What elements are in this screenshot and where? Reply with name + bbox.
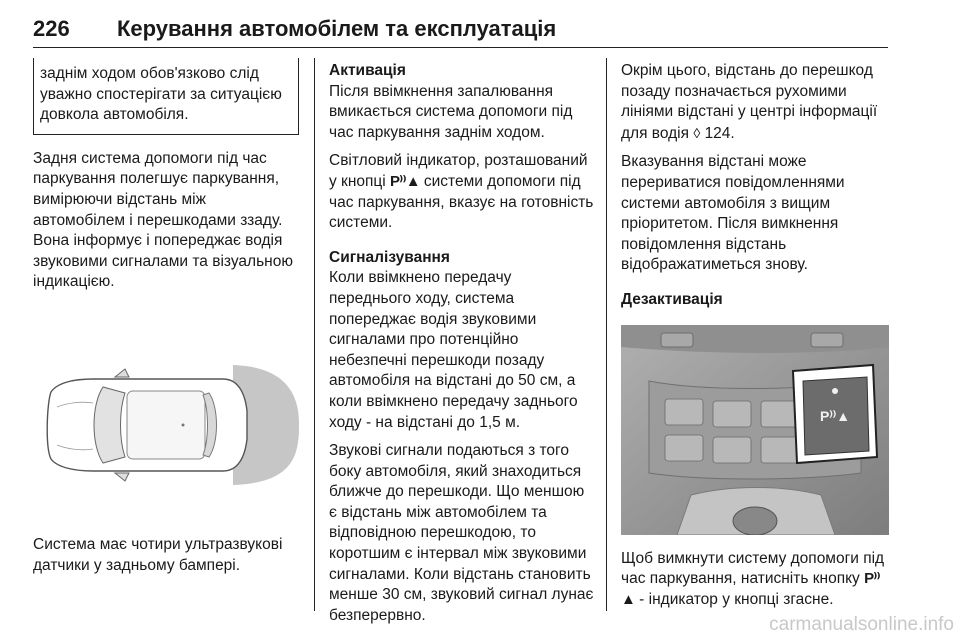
- right-mirror: [115, 473, 129, 481]
- heading-signaling: Сигналізування: [329, 248, 450, 266]
- interruption-paragraph: Вказування відстані може перериватися повідомленнями системи автомобіля з вищим пріоритетом. Після вимкнення повідомлення відстань відображатиметься знову.: [621, 153, 845, 274]
- distance-lines-text: Окрім цього, відстань до перешкод позаду позначається рухомими лініями відстані у центрі інформації для водія: [621, 62, 878, 142]
- park-assist-symbol-icon: P⁾⁾▲: [820, 407, 851, 424]
- column-divider-2: [606, 58, 607, 611]
- park-assist-button-icon-2: P⁾⁾▲: [621, 570, 880, 608]
- chapter-title: Керування автомобілем та експлуатація: [117, 16, 557, 41]
- page-header: [33, 10, 888, 48]
- center-console-illustration: [621, 325, 889, 535]
- distance-lines-paragraph: [621, 61, 889, 144]
- indicator-text-a: Світловий індикатор, розташований у кнопці: [329, 152, 588, 190]
- left-mirror: [115, 369, 129, 377]
- gear-shift-knob: [733, 507, 777, 535]
- indicator-paragraph: [329, 151, 595, 233]
- console-svg: [621, 325, 889, 535]
- caution-note-text: заднім ходом обов'язково слід уважно спостерігати за ситуацією довкола автомобіля.: [40, 65, 282, 124]
- column-1: [33, 58, 299, 576]
- car-top-view-svg: [33, 307, 299, 521]
- page-reference-number: 124.: [704, 124, 735, 142]
- page-reference-icon: ◊: [693, 124, 701, 141]
- signaling-paragraph-1: Коли ввімкнено передачу переднього ходу, система попереджає водія звуковими сигналами про потенційно небезпечні перешкоди позаду автомобіля на відстані до 50 см, а коли ввімкнено передачу заднього ходу - на відстані до 1,5 м.: [329, 269, 578, 431]
- park-assist-button-icon: P⁾⁾▲: [390, 172, 420, 190]
- sensors-paragraph: Система має чотири ультразвукові датчики у задньому бампері.: [33, 535, 283, 574]
- deactivation-text-b: - індикатор у кнопці згасне.: [639, 590, 834, 608]
- heading-deactivation: Дезактивація: [621, 290, 723, 308]
- heading-activation: Активація: [329, 62, 406, 79]
- caution-note-box: [33, 58, 299, 135]
- header-rule: [33, 47, 888, 48]
- page-number: 226: [33, 16, 70, 41]
- deactivation-paragraph: [621, 549, 889, 611]
- activation-paragraph: Після ввімкнення запалювання вмикається система допомоги під час паркування заднім ходом.: [329, 82, 573, 141]
- deactivation-text-a: Щоб вимкнути систему допомоги під час паркування, натисніть кнопку: [621, 549, 885, 588]
- column-divider-1: [314, 58, 315, 611]
- right-heater-button: [811, 333, 843, 347]
- intro-paragraph: Задня система допомоги під час паркування полегшує паркування, вимірюючи відстань між автомобілем і перешкодами ззаду. Вона інформує і попереджає водія звуковими сигналами та візуальною індикацією.: [33, 149, 293, 291]
- indicator-text-b: системи допомоги під час паркування, вказує на готовність системи.: [329, 172, 594, 232]
- watermark-text: carmanualsonline.info: [769, 614, 954, 635]
- windshield: [94, 387, 125, 463]
- column-2: [329, 61, 595, 626]
- column-3: [621, 61, 889, 610]
- roof-antenna: [182, 423, 185, 426]
- park-assist-indicator-light: [832, 388, 838, 394]
- car-roof: [127, 391, 205, 459]
- signaling-paragraph-2: Звукові сигнали подаються з того боку автомобіля, який знаходиться ближче до перешкоди. Що меншою є відстань між автомобілем та відповідною перешкодою, то коротшим є інтервал між звуковими сигналами. Коли відстань становить менше 30 см, звуковий сигнал лунає безперервно.: [329, 442, 594, 624]
- car-sensor-illustration: [33, 307, 299, 521]
- left-heater-button: [661, 333, 693, 347]
